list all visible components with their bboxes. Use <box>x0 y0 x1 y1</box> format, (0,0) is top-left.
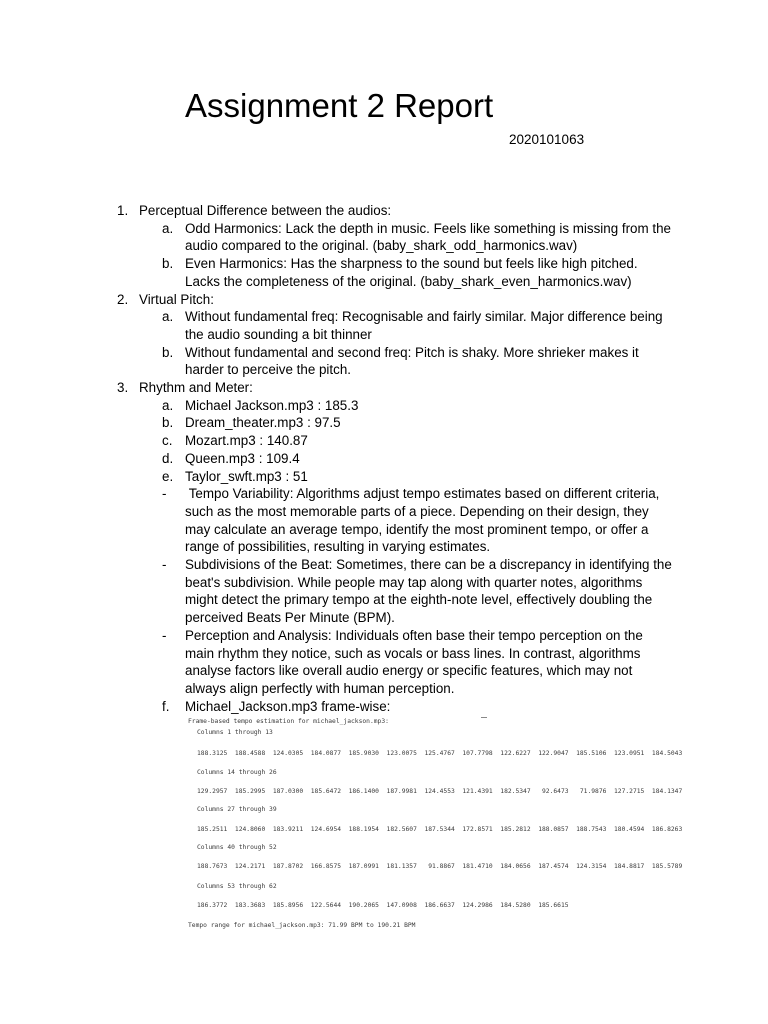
item-marker: b. <box>162 344 174 360</box>
item-marker: b. <box>162 256 174 272</box>
cursor-mark <box>481 717 487 718</box>
item-text: Dream_theater.mp3 : 97.5 <box>185 415 341 431</box>
page-title: Assignment 2 Report <box>185 87 494 124</box>
item-text: Subdivisions of the Beat: Sometimes, there can be a discrepancy in identifying the beat's subdivision. While people may tap along with quarter notes, algorithms might detect the primary tempo at the eighth-note level, effectively doubling the perceived Beats Per Minute (BPM). <box>185 557 672 626</box>
console-values: 185.2511 124.8060 183.9211 124.6954 188.1954 182.5607 187.5344 172.8571 185.2812 188.0857 188.7543 180.4594 186.8263 <box>197 826 683 833</box>
section-3 <box>0 379 768 397</box>
list-item <box>0 432 768 450</box>
item-text: Queen.mp3 : 109.4 <box>185 450 300 466</box>
list-item <box>0 414 768 432</box>
item-marker: e. <box>162 468 174 484</box>
item-marker: a. <box>162 309 174 325</box>
section-2 <box>0 291 768 309</box>
console-columns-label: Columns 27 through 39 <box>197 806 277 813</box>
section-number: 2. <box>117 291 129 307</box>
console-columns-label: Columns 1 through 13 <box>197 729 273 736</box>
item-text: Taylor_swft.mp3 : 51 <box>185 468 308 484</box>
list-item <box>0 468 768 486</box>
item-text: Michael_Jackson.mp3 frame-wise: <box>185 698 391 714</box>
item-marker: c. <box>162 433 173 449</box>
bullet-item <box>0 485 768 556</box>
list-item <box>0 698 768 716</box>
list-item <box>0 220 768 255</box>
item-marker: a. <box>162 220 174 236</box>
bullet-item <box>0 556 768 627</box>
list-item <box>0 450 768 468</box>
section-1 <box>0 202 768 220</box>
console-columns-label: Columns 53 through 62 <box>197 883 277 890</box>
item-marker: - <box>162 557 167 573</box>
item-marker: - <box>162 486 167 502</box>
item-marker: b. <box>162 415 174 431</box>
item-text: Tempo Variability: Algorithms adjust tempo estimates based on different criteria, such as the most memorable parts of a piece. Depending on their design, they may calculate an average tempo, identify the most prominent tempo, or offer a range of possibilities, resulting in varying estimates. <box>185 486 664 555</box>
item-text: Mozart.mp3 : 140.87 <box>185 433 308 449</box>
item-text: Without fundamental and second freq: Pitch is shaky. More shrieker makes it harder to perceive the pitch. <box>185 344 639 378</box>
list-item <box>0 397 768 415</box>
section-heading: Perceptual Difference between the audios: <box>139 203 392 218</box>
item-marker: - <box>162 627 167 643</box>
console-values: 188.7673 124.2171 187.8702 166.8575 187.0991 181.1357 91.8867 181.4710 184.0656 187.4574 124.3154 184.8817 185.5789 <box>197 863 683 870</box>
section-number: 1. <box>117 203 129 218</box>
item-text: Even Harmonics: Has the sharpness to the sound but feels like high pitched. Lacks the completeness of the original. (baby_shark_even_harmonics.wav) <box>185 256 638 289</box>
console-columns-label: Columns 40 through 52 <box>197 844 277 851</box>
console-footer: Tempo range for michael_jackson.mp3: 71.99 BPM to 190.21 BPM <box>188 922 416 929</box>
section-number: 3. <box>117 380 129 396</box>
item-text: Perception and Analysis: Individuals often base their tempo perception on the main rhythm they notice, such as vocals or bass lines. In contrast, algorithms analyse factors like overall audio energy or specific features, which may not always align perfectly with human perception. <box>185 627 643 696</box>
item-marker: f. <box>162 698 170 714</box>
console-columns-label: Columns 14 through 26 <box>197 769 277 776</box>
section-heading: Rhythm and Meter: <box>139 380 253 396</box>
bullet-item <box>0 627 768 698</box>
item-text: Michael Jackson.mp3 : 185.3 <box>185 397 359 413</box>
item-text: Without fundamental freq: Recognisable and fairly similar. Major difference being the audio sounding a bit thinner <box>185 309 663 342</box>
list-item <box>0 255 768 290</box>
console-header: Frame-based tempo estimation for michael_jackson.mp3: <box>188 718 389 725</box>
console-values: 186.3772 183.3683 185.8956 122.5644 190.2065 147.0908 186.6637 124.2986 184.5280 185.6615 <box>197 902 569 909</box>
console-values: 188.3125 188.4588 124.0305 184.0877 185.9030 123.0075 125.4767 107.7798 122.6227 122.9047 185.5106 123.0951 184.5043 <box>197 750 683 757</box>
list-item <box>0 308 768 343</box>
list-item <box>0 344 768 379</box>
item-marker: a. <box>162 397 174 413</box>
item-text: Odd Harmonics: Lack the depth in music. Feels like something is missing from the audio compared to the original. (baby_shark_odd_harmonics.wav) <box>185 220 671 254</box>
student-id: 2020101063 <box>509 132 585 147</box>
section-heading: Virtual Pitch: <box>139 291 214 307</box>
report-list <box>0 202 768 715</box>
console-values: 129.2957 185.2995 187.0300 185.6472 186.1400 187.9981 124.4553 121.4391 182.5347 92.6473 71.9876 127.2715 184.1347 <box>197 788 683 795</box>
item-marker: d. <box>162 450 174 466</box>
